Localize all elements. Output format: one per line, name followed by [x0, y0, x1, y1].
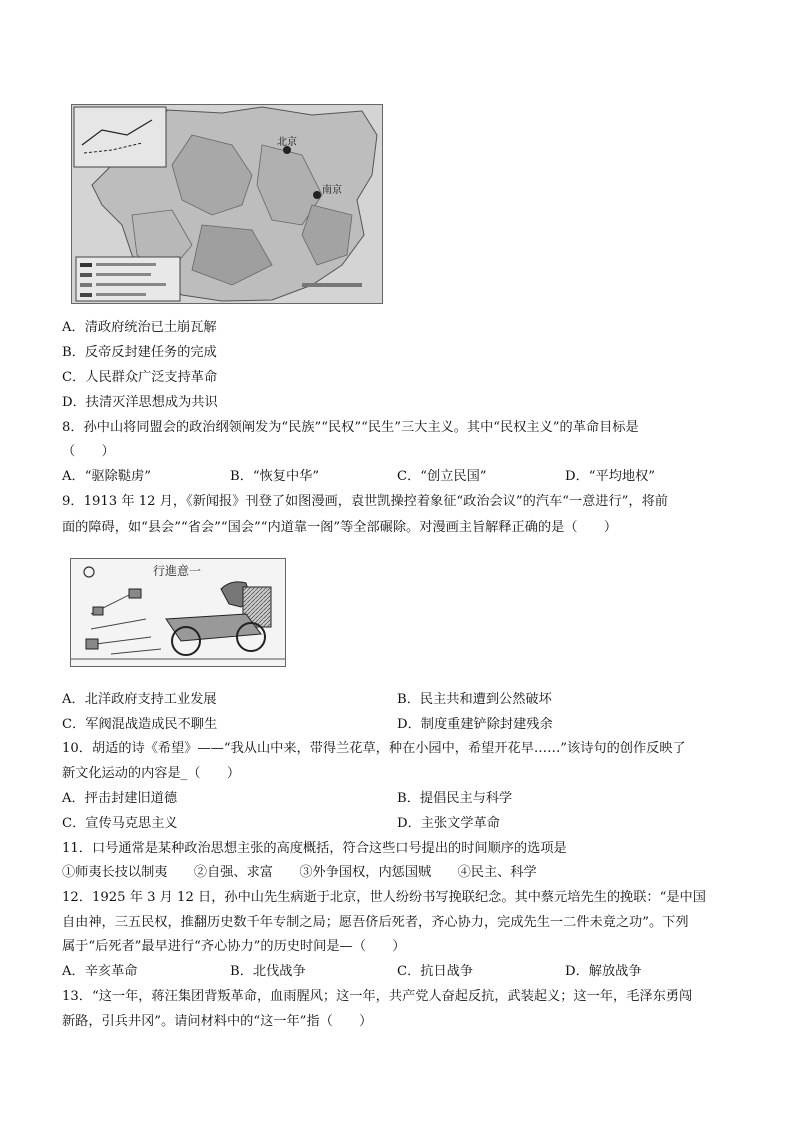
q8-option-b: B．“恢复中华” [230, 469, 320, 484]
q9-option-a: A．北洋政府支持工业发展 [62, 692, 217, 707]
q12-option-c: C．抗日战争 [397, 964, 474, 979]
q9-stem-line2: 面的障碍，如“县会”“省会”“国会”“内道靠一阁”等全部碾除。对漫画主旨解释正确的是（ ） [62, 520, 618, 535]
q10-option-a: A．抨击封建旧道德 [62, 791, 178, 806]
q11-items: ①师夷长技以制夷 ②自强、求富 ③外争国权，内惩国贼 ④民主、科学 [62, 865, 537, 880]
q10-stem-line1: 10．胡适的诗《希望》——“我从山中来，带得兰花草，种在小园中，希望开花早……”该诗句的创作反映了 [62, 741, 686, 756]
q12-stem-line2: 自由神，三五民权，推翻历史数千年专制之局；愿吾侪后死者，齐心协力，完成先生一二件未竟之功”。下列 [62, 915, 689, 930]
map-illustration [72, 105, 382, 303]
q12-option-b: B．北伐战争 [230, 964, 306, 979]
q9-option-b: B．民主共和遭到公然破坏 [397, 692, 552, 707]
q7-option-b: B．反帝反封建任务的完成 [62, 345, 217, 360]
q9-option-d: D．制度重建铲除封建残余 [397, 717, 553, 732]
q10-stem-line2: 新文化运动的内容是_（ ） [62, 766, 241, 781]
q7-option-c: C．人民群众广泛支持革命 [62, 370, 218, 385]
q13-stem-line1: 13．“这一年，蒋汪集团背叛革命，血雨腥风；这一年，共产党人奋起反抗，武装起义；这一年，毛泽东勇闯 [62, 989, 693, 1004]
map-label-nanjing: 南京 [322, 185, 342, 196]
q10-option-c: C．宣传马克思主义 [62, 816, 178, 831]
map-figure [71, 104, 383, 304]
q9-option-c: C．军阀混战造成民不聊生 [62, 717, 218, 732]
map-label-beijing: 北京 [277, 137, 297, 148]
q7-option-d: D．扶清灭洋思想成为共识 [62, 395, 218, 410]
q13-stem-line2: 新路，引兵井冈”。请问材料中的“这一年”指（ ） [62, 1014, 373, 1029]
cartoon-illustration [71, 559, 285, 666]
cartoon-caption: 行進意一 [153, 564, 202, 578]
q10-option-d: D．主张文学革命 [397, 816, 500, 831]
q9-stem-line1: 9．1913 年 12 月，《新闻报》刊登了如图漫画，袁世凯操控着象征“政治会议”的汽车“一意进行”，将前 [62, 494, 668, 509]
q12-option-d: D．解放战争 [565, 964, 642, 979]
q8-option-c: C．“创立民国” [397, 469, 487, 484]
q8-stem-line2: （ ） [62, 444, 115, 459]
q12-stem-line1: 12．1925 年 3 月 12 日，孙中山先生病逝于北京，世人纷纷书写挽联纪念。其中蔡元培先生的挽联：“是中国 [62, 890, 706, 905]
q11-stem: 11．口号通常是某种政治思想主张的高度概括，符合这些口号提出的时间顺序的选项是 [62, 841, 567, 856]
q12-stem-line3: 属于“后死者”最早进行“齐心协力”的历史时间是—（ ） [62, 939, 406, 954]
q8-option-a: A．“驱除鞑虏” [62, 469, 151, 484]
cartoon-figure [70, 558, 286, 667]
q12-option-a: A．辛亥革命 [62, 964, 138, 979]
q8-option-d: D．“平均地权” [565, 469, 655, 484]
q8-stem-line1: 8．孙中山将同盟会的政治纲领阐发为“民族”“民权”“民生”三大主义。其中“民权主义”的革命目标是 [62, 420, 639, 435]
q7-option-a: A．清政府统治已土崩瓦解 [62, 320, 217, 335]
q10-option-b: B．提倡民主与科学 [397, 791, 513, 806]
